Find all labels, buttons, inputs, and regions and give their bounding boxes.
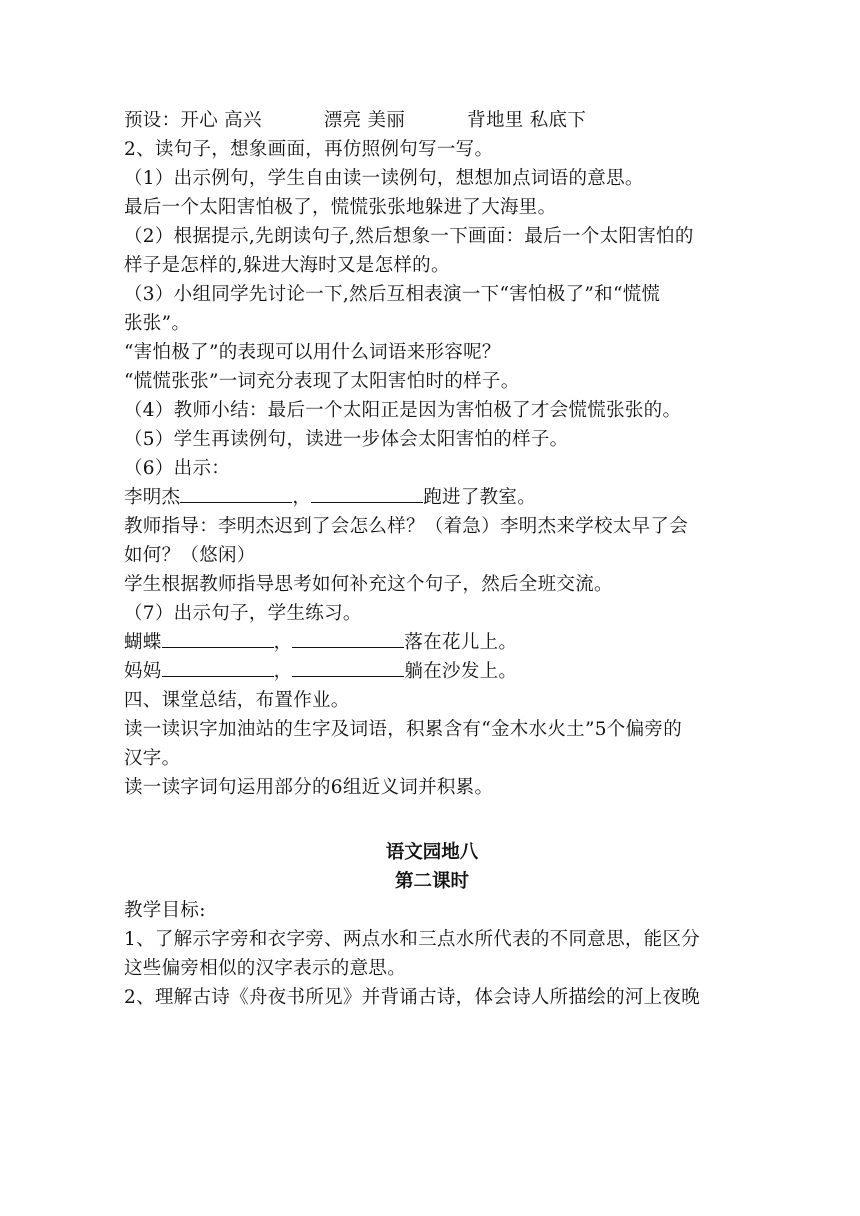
fill-blank-subject: 蝴蝶 xyxy=(124,632,162,653)
blank-line xyxy=(162,629,274,648)
step-2-text-cont: 样子是怎样的,躲进大海时又是怎样的。 xyxy=(124,255,450,276)
step-4-text: （4）教师小结：最后一个太阳正是因为害怕极了才会慌慌张张的。 xyxy=(124,400,682,421)
fill-blank-subject: 妈妈 xyxy=(124,661,162,682)
preset-line xyxy=(124,106,740,135)
question-1: “害怕极了”的表现可以用什么词语来形容呢？ xyxy=(124,342,501,363)
goal-1: 1、了解示字旁和衣字旁、两点水和三点水所代表的不同意思，能区分 xyxy=(124,929,701,950)
fill-blank-predicate: 落在花儿上。 xyxy=(404,632,518,653)
step-1-text: （1）出示例句，学生自由读一读例句，想想加点词语的意思。 xyxy=(124,168,644,189)
preset-text-1: 预设：开心 高兴 xyxy=(124,110,262,131)
homework-2: 读一读字词句运用部分的6组近义词并积累。 xyxy=(124,777,494,798)
blank-line xyxy=(162,658,274,677)
section-title: 语文园地八 xyxy=(385,842,479,863)
step-3-text: （3）小组同学先讨论一下,然后互相表演一下“害怕极了”和“慌慌 xyxy=(124,284,661,305)
goals-heading: 教学目标: xyxy=(124,900,206,921)
blank-line xyxy=(311,484,423,503)
fill-blank-subject: 李明杰 xyxy=(124,487,181,508)
fill-blank-comma: ， xyxy=(292,487,312,508)
homework-1: 读一读识字加油站的生字及词语，积累含有“金木水火土”5个偏旁的 xyxy=(124,719,682,740)
document-body xyxy=(124,106,740,1012)
step-2-text: （2）根据提示,先朗读句子,然后想象一下画面：最后一个太阳害怕的 xyxy=(124,226,694,247)
goal-2: 2、理解古诗《舟夜书所见》并背诵古诗，体会诗人所描绘的河上夜晚 xyxy=(124,987,701,1008)
preset-text-2: 漂亮 美丽 xyxy=(323,110,406,131)
teacher-guidance-cont: 如何？（悠闲） xyxy=(124,545,256,566)
section-4-heading: 四、课堂总结，布置作业。 xyxy=(124,690,350,711)
step-3-text-cont: 张张”。 xyxy=(124,313,191,334)
example-sentence: 最后一个太阳害怕极了，慌慌张张地躲进了大海里。 xyxy=(124,197,557,218)
student-activity: 学生根据教师指导思考如何补充这个句子，然后全班交流。 xyxy=(124,574,613,595)
homework-1-cont: 汉字。 xyxy=(124,748,181,769)
fill-blank-sentence-3 xyxy=(124,657,740,686)
blank-line xyxy=(180,484,292,503)
step-6-text: （6）出示： xyxy=(124,458,231,479)
step-2-heading: 2、读句子，想象画面，再仿照例句写一写。 xyxy=(124,139,494,160)
fill-blank-comma: ， xyxy=(273,632,293,653)
fill-blank-predicate: 躺在沙发上。 xyxy=(404,661,518,682)
blank-line xyxy=(292,658,404,677)
fill-blank-sentence-1 xyxy=(124,483,740,512)
step-5-text: （5）学生再读例句，读进一步体会太阳害怕的样子。 xyxy=(124,429,569,450)
fill-blank-comma: ， xyxy=(273,661,293,682)
preset-text-3: 背地里 私底下 xyxy=(467,110,587,131)
goal-1-cont: 这些偏旁相似的汉字表示的意思。 xyxy=(124,958,407,979)
fill-blank-predicate: 跑进了教室。 xyxy=(423,487,537,508)
explanation-1: “慌慌张张”一词充分表现了太阳害怕时的样子。 xyxy=(124,371,520,392)
teacher-guidance: 教师指导：李明杰迟到了会怎么样？（着急）李明杰来学校太早了会 xyxy=(124,516,689,537)
blank-line xyxy=(292,629,404,648)
section-subtitle: 第二课时 xyxy=(394,871,469,892)
fill-blank-sentence-2 xyxy=(124,628,740,657)
step-7-text: （7）出示句子，学生练习。 xyxy=(124,603,362,624)
